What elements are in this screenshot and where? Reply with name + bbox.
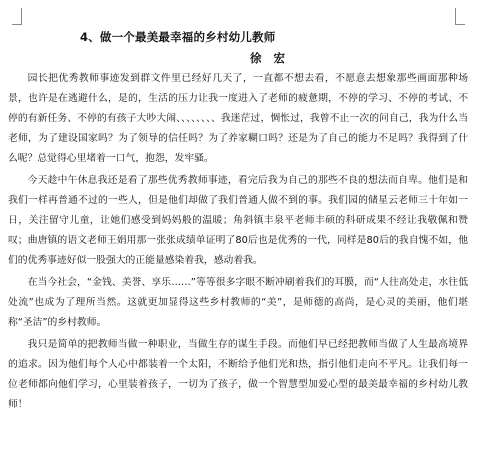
page-corner-mark-left bbox=[12, 8, 22, 25]
paragraph-4: 我只是简单的把教师当做一种职业，当做生存的谋生手段。而他们早已经把教师当做了人生最高境界的追求。因为他们每个人心中都装着一个太阳，不断给予他们光和热，指引他们走向不平凡。让我们每一位老师都向他们学习，心里装着孩子，一切为了孩子，做一个智慧型加爱心型的最美最幸福的乡村幼儿教师！ bbox=[8, 339, 468, 410]
document-body bbox=[8, 69, 468, 415]
document-title: 4、做一个最美最幸福的乡村幼儿教师 bbox=[80, 30, 276, 44]
paragraph-3: 在当今社会，“金钱、美誉、享乐……”等等很多字眼不断冲刷着我们的耳膜，而“人往高处走，水往低处流”也成为了理所当然。这就更加显得这些乡村教师的“美”，是师德的高尚，是心灵的美丽，他们堪称“圣洁”的乡村教师。 bbox=[8, 277, 468, 328]
author-name: 徐 宏 bbox=[250, 51, 290, 65]
paragraph-1: 园长把优秀教师事迹发到群文件里已经好几天了，一直都不想去看，不愿意去想象那些画面那种场景，也许是在逃避什么，是的，生活的压力让我一度进入了老师的疲惫期，不停的学习、不停的考试、不停的有新任务、不停的有孩子大吵大闹、、、、、、、、我迷茫过，惆怅过，我曾不止一次的问自己，我为什么当老师，为了建设国家吗？为了领导的信任吗？为了养家糊口吗？还是为了自己的能力不足吗？我得到了什么呢？总觉得心里堵着一口气，抱怨，发牢骚。 bbox=[8, 73, 468, 164]
page-corner-mark-right bbox=[455, 8, 465, 25]
paragraph-2: 今天趁中午休息我还是看了那些优秀教师事迹，看完后我为自己的那些不良的想法而自卑。他们是和我们一样再普通不过的一些人，但是他们却做了我们普通人做不到的事。我们园的储星云老师三十年如一日，关注留守儿童，让她们感受到妈妈般的温暖；角斜镇丰泉平老师丰硕的科研成果不经让我敬佩和赞叹；曲唐镇的语文老师王娟用那一张张成绩单证明了80后也是优秀的一代，同样是80后的我自愧不如，他们的优秀事迹好似一股强大的正能量感染着我，感动着我。 bbox=[8, 175, 468, 266]
